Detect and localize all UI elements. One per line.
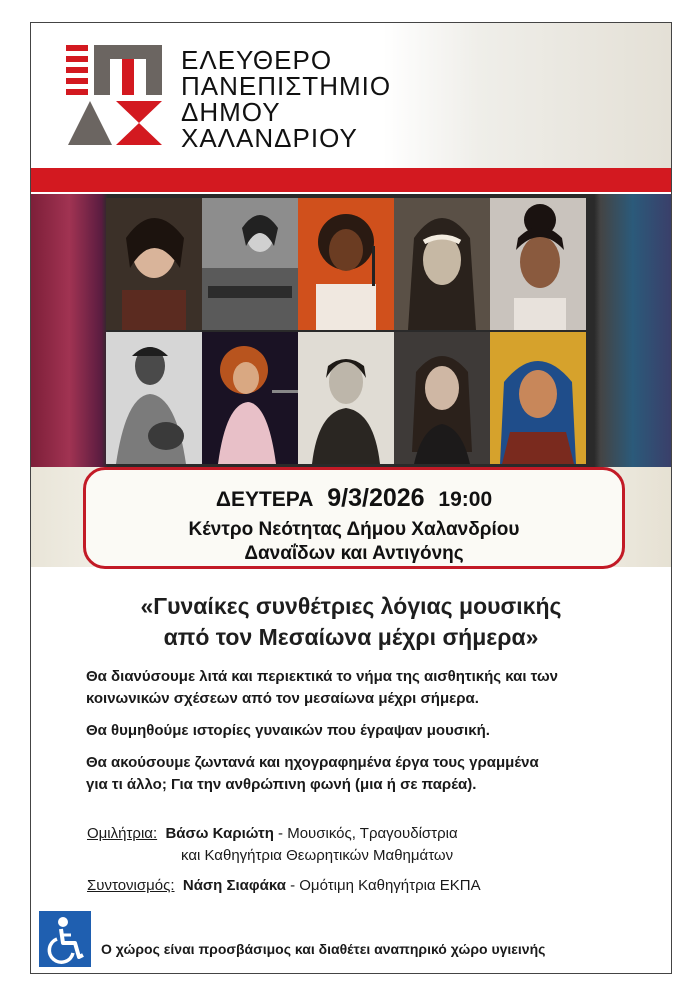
moderator-name: Νάση Σιαφάκα [182,877,286,894]
organization-name: ΕΛΕΥΘΕΡΟ ΠΑΝΕΠΙΣΤΗΜΙΟ ΔΗΜΟΥ ΧΑΛΑΝΔΡΙΟΥ [181,45,392,153]
speaker-label: Ομιλήτρια: [87,825,158,842]
event-day: ΔΕΥΤΕΡΑ [215,488,314,511]
red-divider-bar [31,168,671,192]
poster [30,22,672,974]
header [31,23,671,168]
speaker-info [87,823,458,844]
portrait-image [298,332,394,464]
portrait-image [106,198,202,330]
portrait-image [394,332,490,464]
speaker-role-continued: και Καθηγήτρια Θεωρητικών Μαθημάτων [181,847,454,864]
portrait-image [394,198,490,330]
moderator-info [87,875,481,896]
moderator-role: - Ομότιμη Καθηγήτρια ΕΚΠΑ [285,877,481,894]
portrait-image [106,332,202,464]
speaker-role: - Μουσικός, Τραγουδίστρια [273,825,458,842]
event-time: 19:00 [438,488,493,511]
wheelchair-icon [39,911,91,967]
event-datetime [86,484,622,513]
portrait-image [298,198,394,330]
portrait-image [490,332,586,464]
portrait-collage [31,194,671,470]
description-paragraph: Θα θυμηθούμε ιστορίες γυναικών που έγραψαν μουσική. [86,722,490,739]
talk-title: «Γυναίκες συνθέτριες λόγιας μουσικής από τον Μεσαίωνα μέχρι σήμερα» [140,593,562,650]
university-logo [66,45,162,145]
portrait-image [202,332,298,464]
portrait-image [202,198,298,330]
speaker-name: Βάσω Καριώτη [165,825,274,842]
event-address: Δαναΐδων και Αντιγόνης [244,543,464,564]
moderator-label: Συντονισμός: [87,877,175,894]
event-info-box [83,467,625,569]
accessibility-note: Ο χώρος είναι προσβάσιμος και διαθέτει αναπηρικό χώρο υγιεινής [101,941,546,957]
description-paragraph: Θα διανύσουμε λιτά και περιεκτικά το νήμα της αισθητικής και των κοινωνικών σχέσεων από τον μεσαίωνα μέχρι σήμερα. [86,668,558,707]
portrait-image [490,198,586,330]
event-venue: Κέντρο Νεότητας Δήμου Χαλανδρίου [188,519,520,540]
description-paragraph: Θα ακούσουμε ζωντανά και ηχογραφημένα έργα τους γραμμένα για τι άλλο; Για την ανθρώπινη φωνή (μια ή σε παρέα). [86,754,539,793]
event-date: 9/3/2026 [327,484,425,512]
